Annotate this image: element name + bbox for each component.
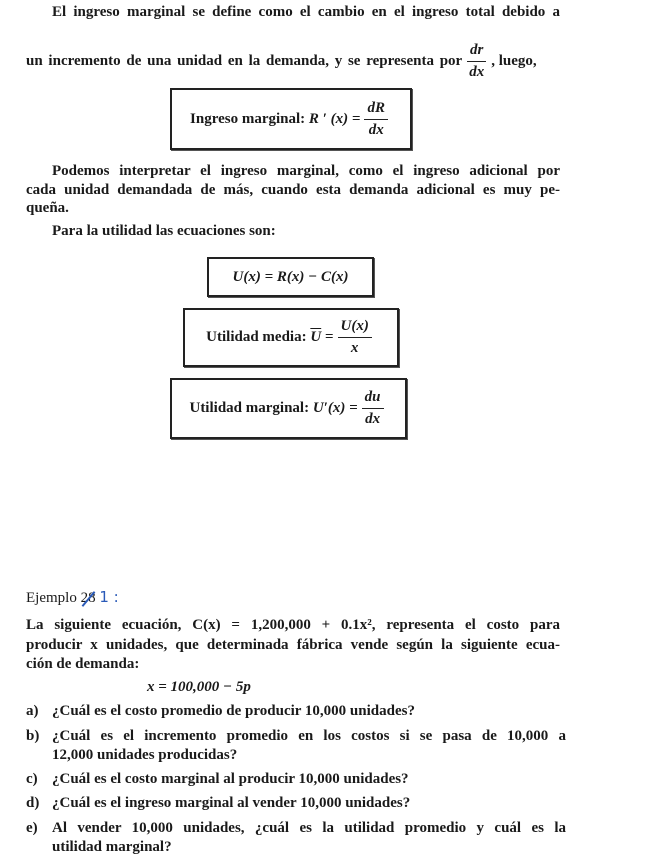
formula-box-utilidad-media [183, 308, 399, 367]
question-text-cont: 12,000 unidades producidas? [52, 747, 238, 763]
question-letter: d) [26, 795, 40, 811]
formula-lhs: R ′ (x) = [308, 110, 361, 127]
example-para-line-2: producir x unidades, que determinada fábrica vende según la siguiente ecua- [26, 637, 560, 653]
question-text-cont: utilidad marginal? [52, 839, 172, 855]
formula-label: Utilidad media: [206, 329, 307, 345]
dr-dx-fraction [466, 42, 487, 81]
fraction-denominator: dx [365, 411, 381, 427]
question-letter: e) [26, 820, 38, 836]
struck-example-number: 28 [80, 590, 96, 606]
equals-sign: = [324, 329, 334, 345]
fraction-numerator: du [362, 389, 384, 409]
question-b [26, 728, 566, 764]
fraction-denominator: dx [469, 64, 485, 80]
question-text: ¿Cuál es el costo marginal al producir 10,000 unidades? [52, 771, 409, 787]
formula-label: Utilidad marginal: [189, 400, 310, 416]
intro-line-2-end: , luego, [491, 53, 537, 69]
example-para-line-3: ción de demanda: [26, 656, 140, 672]
formula-label: Ingreso marginal: [190, 110, 306, 127]
fraction-denominator: x [350, 340, 359, 356]
formula-lhs: $\overline{U}$ [310, 329, 322, 345]
formula-fraction [364, 100, 388, 139]
fraction-numerator: dr [467, 42, 486, 62]
question-text: ¿Cuál es el ingreso marginal al vender 10,000 unidades? [52, 795, 411, 811]
formula-fraction [338, 318, 372, 357]
question-a [26, 703, 415, 720]
demand-equation: x = 100,000 − 5p [147, 679, 251, 695]
question-d [26, 795, 410, 812]
fraction-denominator: dx [368, 121, 384, 138]
question-letter: b) [26, 728, 40, 744]
example-para-line-1: La siguiente ecuación, C(x) = 1,200,000 + 0.1x², representa el costo para [26, 617, 560, 633]
intro-line-1: El ingreso marginal se define como el cambio en el ingreso total debido a [52, 4, 560, 20]
formula-box-utilidad: U(x) = R(x) − C(x) [207, 257, 374, 297]
utilidad-intro: Para la utilidad las ecuaciones son: [52, 223, 276, 239]
question-text: Al vender 10,000 unidades, ¿cuál es la utilidad promedio y cuál es la [52, 820, 566, 836]
formula-box-ingreso-marginal [170, 88, 412, 150]
formula-lhs: U′(x) = [312, 400, 358, 416]
example-title [26, 588, 119, 607]
fraction-numerator: dR [364, 100, 388, 120]
question-text: ¿Cuál es el costo promedio de producir 10,000 unidades? [52, 703, 415, 719]
handwritten-example-number: 1 : [99, 588, 119, 606]
interp-line-2: cada unidad demandada de más, cuando esta demanda adicional es muy pe- [26, 182, 560, 198]
question-e [26, 820, 566, 856]
fraction-numerator: U(x) [338, 318, 372, 338]
question-text: ¿Cuál es el incremento promedio en los costos si se pasa de 10,000 a [52, 728, 566, 744]
question-letter: a) [26, 703, 39, 719]
intro-line-2-text: un incremento de una unidad en la demanda, y se representa por [26, 53, 463, 69]
question-c [26, 771, 409, 788]
formula-fraction [362, 389, 384, 428]
interp-line-1: Podemos interpretar el ingreso marginal, como el ingreso adicional por [52, 163, 560, 179]
formula-box-utilidad-marginal [170, 378, 407, 439]
question-letter: c) [26, 771, 38, 787]
interp-line-3: queña. [26, 200, 69, 216]
intro-line-2 [26, 42, 562, 81]
example-title-text: Ejemplo [26, 590, 77, 606]
